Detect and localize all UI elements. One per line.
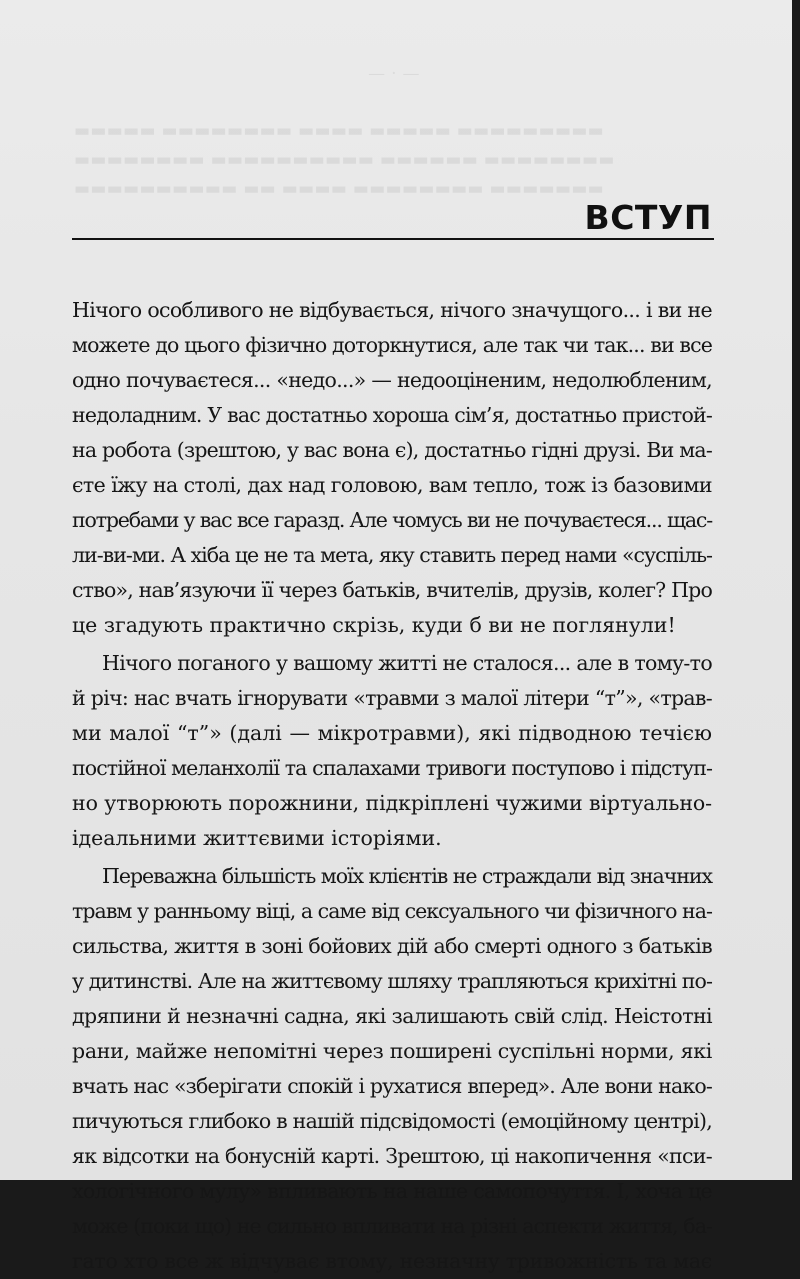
text-line: у дитинстві. Але на життєвому шляху трапляються крихітні по- (72, 969, 712, 993)
text-line: єте їжу на столі, дах над головою, вам тепло, тож із базовими (72, 473, 712, 497)
text-line: Нічого особливого не відбувається, нічого значущого... і ви не (72, 298, 712, 322)
text-line: вчать нас «зберігати спокій і рухатися вперед». Але вони нако- (72, 1074, 712, 1098)
text-line: одно почуваєтеся... «недо...» — недооціненим, недолюбленим, (72, 368, 712, 392)
text-line: Переважна більшість моїх клієнтів не страждали від значних (102, 864, 712, 888)
text-line: сильства, життя в зоні бойових дій або смерті одного з батьків (72, 934, 712, 958)
text-line: пичуються глибоко в нашій підсвідомості (емоційному центрі), (72, 1109, 712, 1133)
text-line: на робота (зрештою, у вас вона є), достатньо гідні друзі. Ви ма- (72, 438, 712, 462)
text-line: ми малої “т”» (далі — мікротравми), які підводною течією (72, 721, 712, 745)
text-line: рани, майже непомітні через поширені суспільні норми, які (72, 1039, 712, 1063)
text-line: постійної меланхолії та спалахами тривоги поступово і підступ- (72, 756, 712, 780)
text-line: ідеальними життєвими історіями. (72, 826, 442, 850)
text-line: може (поки що) не сильно впливати на різні аспекти життя, ба- (72, 1214, 712, 1238)
paragraph (72, 646, 712, 856)
text-line: хологічного мулу» впливають на наше самопочуття. І, хоча це (72, 1179, 712, 1203)
paragraph (72, 293, 712, 643)
text-line: ство», нав’язуючи її через батьків, вчителів, друзів, колег? Про (72, 578, 712, 602)
text-line: Нічого поганого у вашому житті не сталося... але в тому-то (102, 651, 712, 675)
text-line: й річ: нас вчать ігнорувати «травми з малої літери “т”», «трав- (72, 686, 712, 710)
text-line: но утворюють порожнини, підкріплені чужими віртуально- (72, 791, 712, 815)
text-line: дряпини й незначні садна, які залишають свій слід. Неістотні (72, 1004, 712, 1028)
chapter-heading: ВСТУП (584, 198, 712, 237)
text-line: як відсотки на бонусній карті. Зрештою, ці накопичення «пси- (72, 1144, 712, 1168)
heading-rule (72, 238, 714, 240)
text-line: гато хто все ж відчуває втому, незначну тривожність та має (72, 1249, 712, 1273)
body-text (72, 293, 712, 1279)
show-through-text: — · — ▬▬▬▬▬ ▬▬▬▬▬▬▬▬ ▬▬▬▬ ▬▬▬▬▬ ▬▬▬▬▬▬▬▬▬ ▬▬▬▬▬▬▬▬ ▬▬▬▬▬▬▬▬▬▬ ▬▬▬▬▬▬ ▬▬▬▬▬▬▬▬ ▬▬▬▬▬▬▬▬▬▬ ▬▬ ▬▬▬▬ ▬▬▬▬▬▬▬▬ ▬▬▬▬▬▬▬ (74, 64, 615, 199)
paragraph (72, 859, 712, 1279)
text-line: травм у ранньому віці, а саме від сексуального чи фізичного на- (72, 899, 712, 923)
text-line: недоладним. У вас достатньо хороша сім’я, достатньо пристой- (72, 403, 712, 427)
text-line: це згадують практично скрізь, куди б ви не поглянули! (72, 613, 676, 637)
text-line: потребами у вас все гаразд. Але чомусь ви не почуваєтеся... щас- (72, 508, 712, 532)
text-line: можете до цього фізично доторкнутися, але так чи так... ви все (72, 333, 712, 357)
text-line: ли-ви-ми. А хіба це не та мета, яку ставить перед нами «суспіль- (72, 543, 712, 567)
